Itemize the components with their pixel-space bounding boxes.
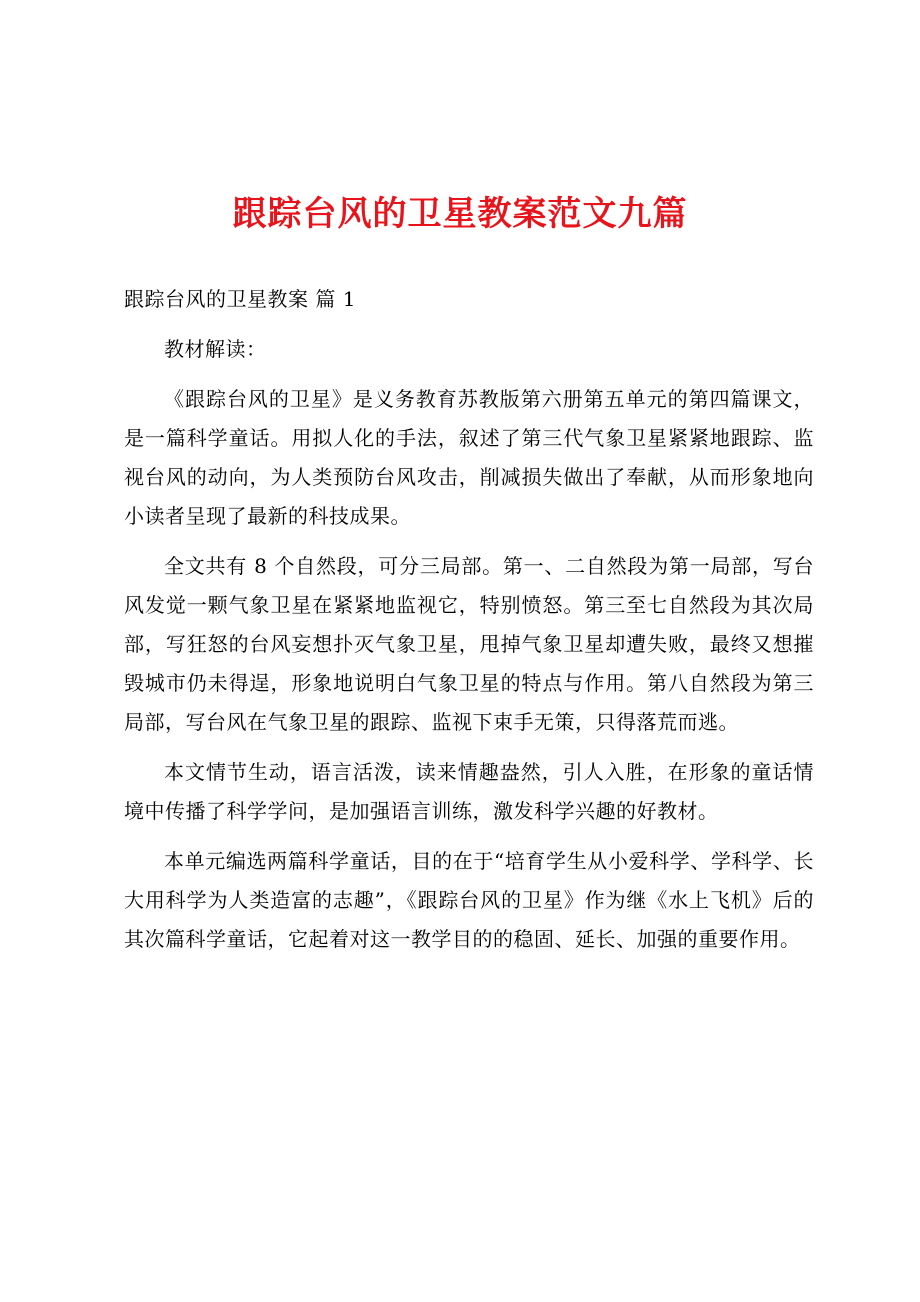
paragraph: 本单元编选两篇科学童话，目的在于“培育学生从小爱科学、学科学、长大用科学为人类造富的志趣”，《跟踪台风的卫星》作为继《水上飞机》后的其次篇科学童话，它起着对这一教学目的的稳固、延长、加强的重要作用。 — [124, 849, 814, 951]
paragraph-label-textbook-analysis: 教材解读： — [164, 337, 267, 361]
paragraph: 本文情节生动，语言活泼，读来情趣盎然，引人入胜，在形象的童话情境中传播了科学学问，是加强语言训练，激发科学兴趣的好教材。 — [124, 760, 814, 823]
paragraph: 全文共有 8 个自然段，可分三局部。第一、二自然段为第一局部，写台风发觉一颗气象卫星在紧紧地监视它，特别愤怒。第三至七自然段为其次局部，写狂怒的台风妄想扑灭气象卫星，甩掉气象卫星却遭失败，最终又想摧毁城市仍未得逞，形象地说明白气象卫星的特点与作用。第八自然段为第三局部，写台风在气象卫星的跟踪、监视下束手无策，只得落荒而逃。 — [124, 554, 814, 734]
paragraph: 《跟踪台风的卫星》是义务教育苏教版第六册第五单元的第四篇课文，是一篇科学童话。用拟人化的手法，叙述了第三代气象卫星紧紧地跟踪、监视台风的动向，为人类预防台风攻击，削减损失做出了奉献，从而形象地向小读者呈现了最新的科技成果。 — [124, 387, 814, 528]
document-title: 跟踪台风的卫星教案范文九篇 — [232, 194, 688, 234]
section-heading: 跟踪台风的卫星教案 篇 1 — [124, 287, 356, 311]
document-body — [124, 280, 814, 970]
